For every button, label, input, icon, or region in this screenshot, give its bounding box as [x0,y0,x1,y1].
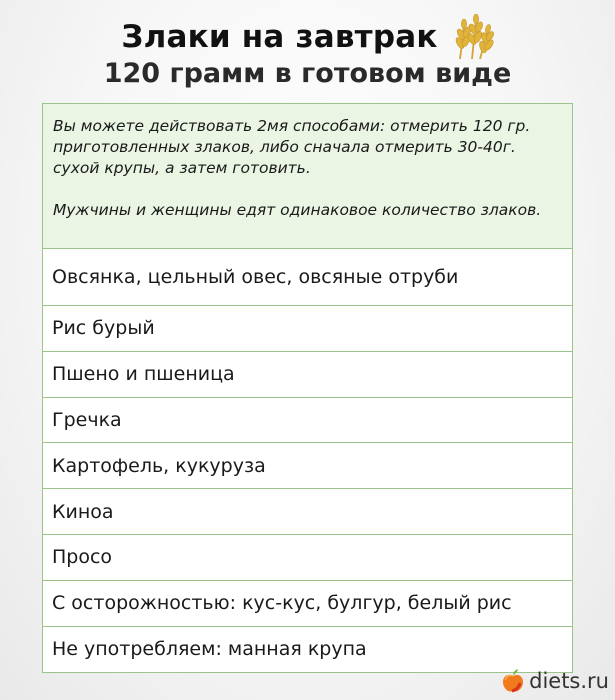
table-row: Картофель, кукуруза [43,443,572,489]
table-row: Киноа [43,489,572,535]
page-title: Злаки на завтрак [121,19,438,55]
grains-table [42,103,573,673]
table-row: С осторожностью: кус-кус, булгур, белый рис [43,581,572,627]
note-paragraph-2: Мужчины и женщины едят одинаковое количество злаков. [53,201,542,219]
wheat-icon [450,13,494,61]
table-row: Просо [43,535,572,581]
table-row: Не употребляем: манная крупа [43,627,572,673]
watermark-text: diets.ru [529,669,609,693]
apple-logo-icon [500,668,526,694]
table-row: Рис бурый [43,306,572,352]
table-row: Пшено и пшеница [43,352,572,398]
page-subtitle: 120 грамм в готовом виде [103,58,512,89]
note-paragraph-1: Вы можете действовать 2мя способами: отмерить 120 гр. приготовленных злаков, либо сначала отмерить 30-40г. сухой крупы, а затем готовить. [53,117,531,177]
table-row: Овсянка, цельный овес, овсяные отруби [43,249,572,306]
watermark-logo [500,668,609,694]
info-note [43,104,572,249]
table-row: Гречка [43,398,572,444]
